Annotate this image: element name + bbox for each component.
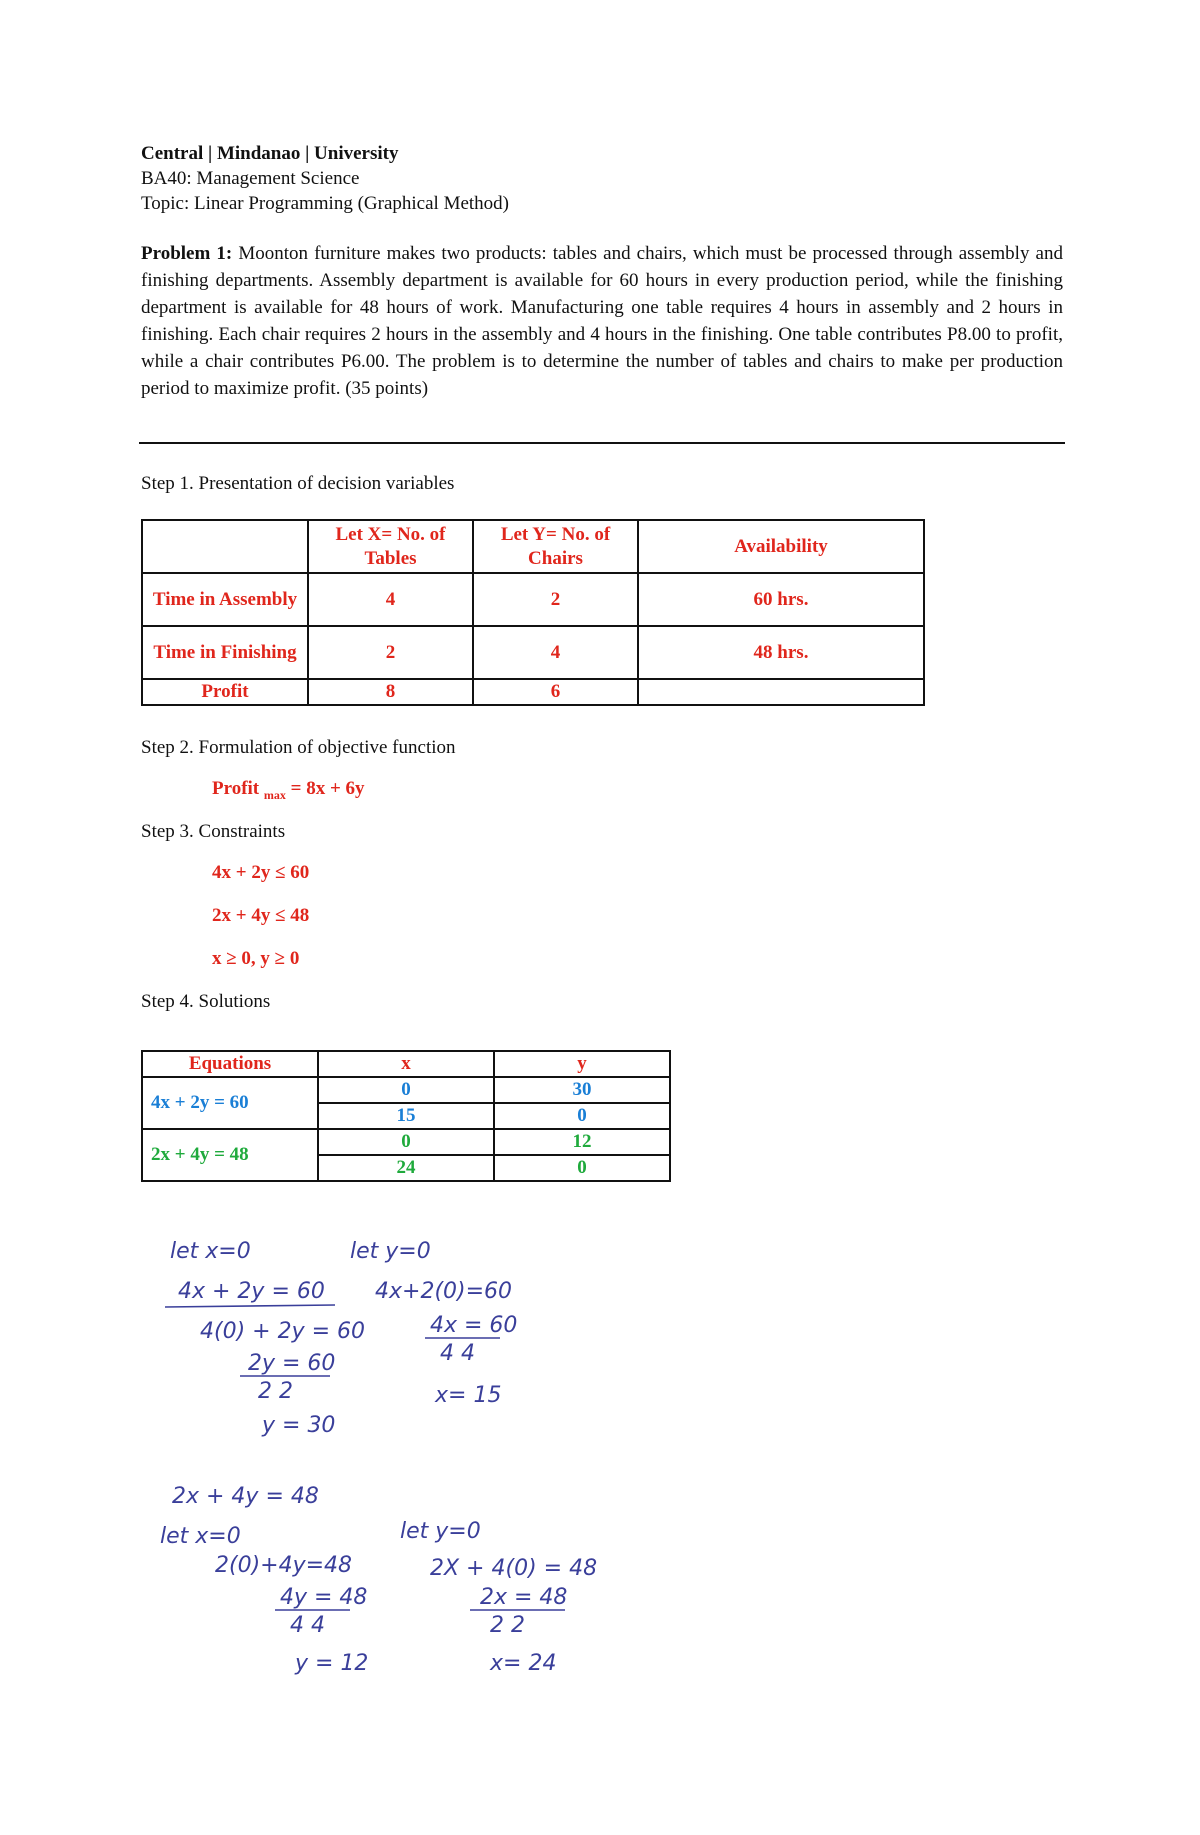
table-cell: 6 [473, 679, 638, 705]
table-header-cell: Let X= No. of Tables [308, 520, 473, 573]
equation-cell: 4x + 2y = 60 [142, 1077, 318, 1129]
handwritten-text: 2x + 4y = 48 [172, 1484, 319, 1509]
row-label: Profit [142, 679, 308, 705]
handwritten-text: 4x+2(0)=60 [375, 1279, 513, 1304]
handwritten-text: let y=0 [400, 1519, 481, 1544]
table-cell: 30 [494, 1077, 670, 1103]
objective-prefix: Profit [212, 778, 260, 799]
table-cell: 48 hrs. [638, 626, 924, 679]
table-cell: 0 [318, 1129, 494, 1155]
table-cell: 4 [308, 573, 473, 626]
handwritten-text: y = 30 [262, 1413, 336, 1438]
problem-text: Moonton furniture makes two products: tables and chairs, which must be processed through assembly and finishing departments. Assembly department is available for 60 hours in every production period, while the finishing department is available for 48 hours of work. Manufacturing one table requires 4 hours in assembly and 2 hours in finishing. Each chair requires 2 hours in the assembly and 4 hours in the finishing. One table contributes P8.00 to profit, while a chair contributes P6.00. The problem is to determine the number of tables and chairs to make per production period to maximize profit. (35 points) [141, 243, 1063, 399]
table-header-cell: y [494, 1051, 670, 1077]
table-cell: 12 [494, 1129, 670, 1155]
table-cell: 8 [308, 679, 473, 705]
handwritten-text: let x=0 [160, 1524, 241, 1549]
table-cell: 0 [318, 1077, 494, 1103]
table-header-cell: x [318, 1051, 494, 1077]
table-cell: 15 [318, 1103, 494, 1129]
constraint-assembly: 4x + 2y ≤ 60 [212, 862, 310, 883]
table-cell: 2 [308, 626, 473, 679]
institution-name: Central | Mindanao | University [141, 143, 399, 164]
handwritten-text: 2(0)+4y=48 [215, 1553, 353, 1578]
handwritten-text: y = 12 [295, 1651, 369, 1676]
table-cell: 4 [473, 626, 638, 679]
handwritten-text: 4x = 60 [430, 1313, 518, 1338]
objective-expression: = 8x + 6y [285, 778, 365, 799]
handwritten-text: 2y = 60 [248, 1351, 336, 1376]
handwritten-text: 4(0) + 2y = 60 [200, 1319, 366, 1344]
handwritten-text: 2 2 [258, 1379, 293, 1404]
step2-title: Step 2. Formulation of objective function [141, 737, 456, 758]
handwritten-text: 2X + 4(0) = 48 [430, 1556, 598, 1581]
step3-title: Step 3. Constraints [141, 821, 286, 842]
step1-title: Step 1. Presentation of decision variables [141, 473, 455, 494]
handwritten-text: 4 4 [440, 1341, 475, 1366]
table-cell: 0 [494, 1155, 670, 1181]
table-cell: 2 [473, 573, 638, 626]
constraint-nonnegativity: x ≥ 0, y ≥ 0 [212, 948, 300, 969]
problem-label: Problem 1: [141, 243, 233, 264]
handwritten-text: x= 15 [435, 1383, 502, 1408]
row-label: Time in Finishing [142, 626, 308, 679]
handwritten-text: x= 24 [490, 1651, 557, 1676]
handwritten-text: let x=0 [170, 1239, 251, 1264]
table-header-cell: Let Y= No. of Chairs [473, 520, 638, 573]
table-header-cell: Availability [638, 520, 924, 573]
handwritten-text: 4x + 2y = 60 [178, 1279, 325, 1304]
handwritten-text: let y=0 [350, 1239, 431, 1264]
handwritten-text: 4y = 48 [280, 1585, 368, 1610]
objective-subscript: max [263, 787, 286, 802]
step4-title: Step 4. Solutions [141, 991, 271, 1012]
topic-line: Topic: Linear Programming (Graphical Method) [141, 193, 510, 214]
course-title: BA40: Management Science [141, 168, 360, 189]
table-cell: 24 [318, 1155, 494, 1181]
table-cell: 0 [494, 1103, 670, 1129]
handwritten-text: 2x = 48 [480, 1585, 568, 1610]
handwritten-text: 2 2 [490, 1613, 525, 1638]
constraint-finishing: 2x + 4y ≤ 48 [212, 905, 310, 926]
table-header-cell: Equations [142, 1051, 318, 1077]
underline [165, 1305, 335, 1307]
handwritten-text: 4 4 [290, 1613, 325, 1638]
row-label: Time in Assembly [142, 573, 308, 626]
table-cell: 60 hrs. [638, 573, 924, 626]
equation-cell: 2x + 4y = 48 [142, 1129, 318, 1181]
